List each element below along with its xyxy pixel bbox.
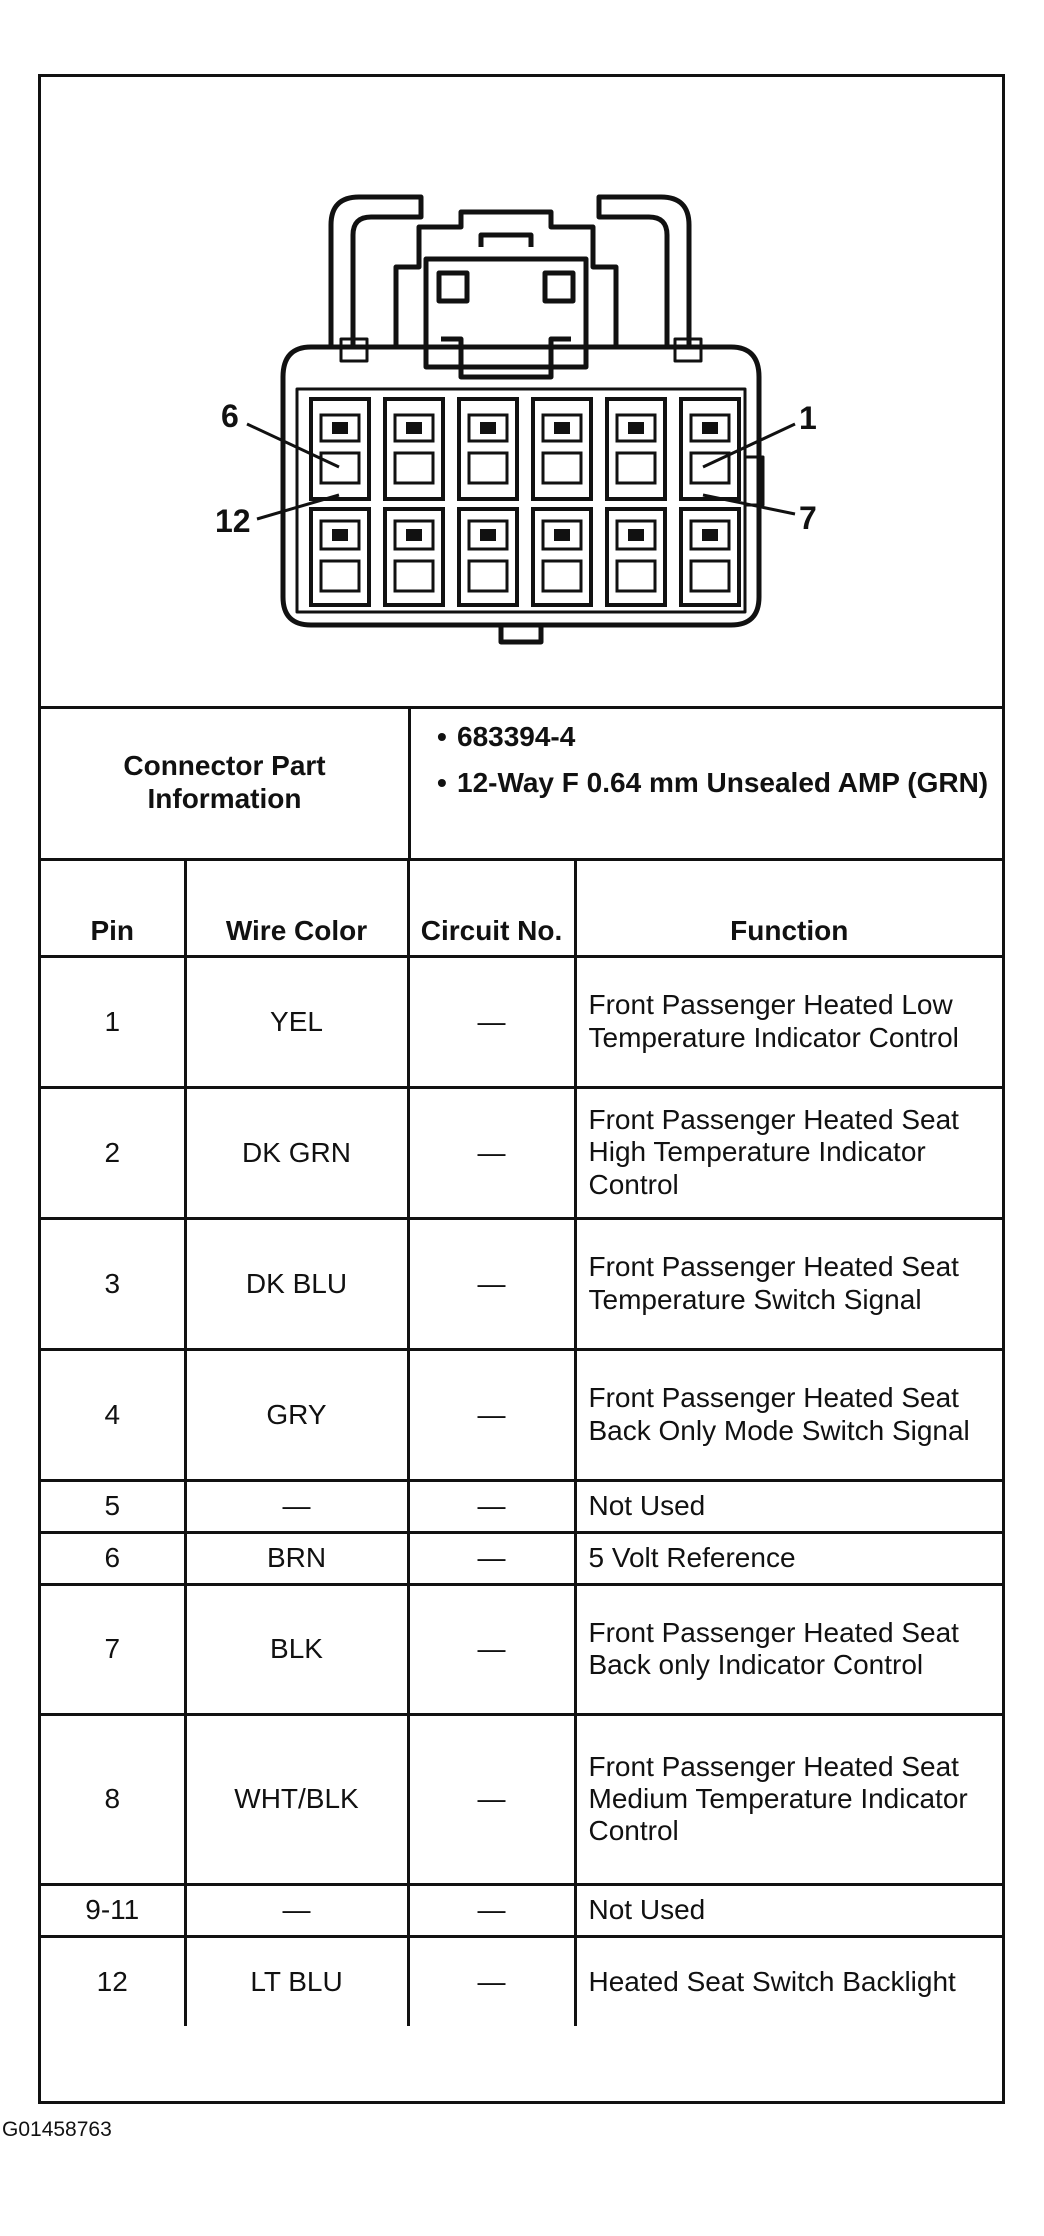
- wire-color-cell: LT BLU: [185, 1936, 408, 2026]
- function-cell: Front Passenger Heated Seat Medium Temperature Indicator Control: [575, 1714, 1002, 1884]
- wire-color-cell: BRN: [185, 1532, 408, 1584]
- circuit-cell: —: [408, 1584, 575, 1714]
- connector-diagram: [41, 77, 1002, 709]
- part-info-list: [411, 706, 1002, 858]
- header-pin: Pin: [41, 861, 185, 956]
- wire-color-cell: WHT/BLK: [185, 1714, 408, 1884]
- wire-color-cell: DK BLU: [185, 1218, 408, 1349]
- pin-cell: 3: [41, 1218, 185, 1349]
- pin-callout-12: 12: [215, 503, 251, 539]
- pin-cell: 4: [41, 1349, 185, 1480]
- function-cell: Not Used: [575, 1884, 1002, 1936]
- function-cell: Front Passenger Heated Seat Temperature Switch Signal: [575, 1218, 1002, 1349]
- pin-callout-6: 6: [221, 398, 239, 434]
- table-row: [41, 1936, 1002, 2026]
- pin-function-table: [41, 861, 1002, 2026]
- function-cell: Front Passenger Heated Seat High Temperature Indicator Control: [575, 1087, 1002, 1218]
- pin-cell: 9-11: [41, 1884, 185, 1936]
- circuit-cell: —: [408, 1218, 575, 1349]
- circuit-cell: —: [408, 1936, 575, 2026]
- function-cell: 5 Volt Reference: [575, 1532, 1002, 1584]
- wire-color-cell: DK GRN: [185, 1087, 408, 1218]
- bullet-icon: •: [437, 767, 447, 798]
- circuit-cell: —: [408, 1532, 575, 1584]
- part-info-label: [41, 706, 411, 858]
- header-function: Function: [575, 861, 1002, 956]
- pin-callout-1: 1: [799, 400, 817, 436]
- circuit-cell: —: [408, 1087, 575, 1218]
- figure-id: G01458763: [2, 2118, 112, 2141]
- pin-cell: 8: [41, 1714, 185, 1884]
- circuit-cell: —: [408, 1884, 575, 1936]
- pin-cell: 6: [41, 1532, 185, 1584]
- part-description: 12-Way F 0.64 mm Unsealed AMP (GRN): [457, 767, 989, 798]
- bullet-icon: •: [437, 721, 447, 752]
- pin-callout-7: 7: [799, 500, 817, 536]
- part-info-label-text: Connector Part Information: [123, 749, 326, 814]
- part-description-item: [437, 766, 997, 800]
- connector-sheet: [38, 74, 1005, 2104]
- circuit-cell: —: [408, 1714, 575, 1884]
- table-row: [41, 1714, 1002, 1884]
- pin-cell: 12: [41, 1936, 185, 2026]
- header-wire-color: Wire Color: [185, 861, 408, 956]
- table-row: [41, 1884, 1002, 1936]
- table-row: [41, 1087, 1002, 1218]
- circuit-cell: —: [408, 1349, 575, 1480]
- table-row: [41, 956, 1002, 1087]
- function-cell: Front Passenger Heated Seat Back only Indicator Control: [575, 1584, 1002, 1714]
- pin-cell: 7: [41, 1584, 185, 1714]
- table-row: [41, 1349, 1002, 1480]
- function-cell: Heated Seat Switch Backlight: [575, 1936, 1002, 2026]
- function-cell: Front Passenger Heated Seat Back Only Mode Switch Signal: [575, 1349, 1002, 1480]
- table-header-row: [41, 861, 1002, 956]
- pin-cell: 2: [41, 1087, 185, 1218]
- pin-cell: 5: [41, 1480, 185, 1532]
- part-number-item: [437, 720, 575, 754]
- circuit-cell: —: [408, 956, 575, 1087]
- wire-color-cell: YEL: [185, 956, 408, 1087]
- wire-color-cell: BLK: [185, 1584, 408, 1714]
- table-row: [41, 1218, 1002, 1349]
- part-number: 683394-4: [457, 721, 576, 752]
- wire-color-cell: —: [185, 1884, 408, 1936]
- function-cell: Not Used: [575, 1480, 1002, 1532]
- header-circuit-no: Circuit No.: [408, 861, 575, 956]
- function-cell: Front Passenger Heated Low Temperature Indicator Control: [575, 956, 1002, 1087]
- table-row: [41, 1584, 1002, 1714]
- pin-cell: 1: [41, 956, 185, 1087]
- wire-color-cell: GRY: [185, 1349, 408, 1480]
- connector-part-information: [41, 706, 1002, 861]
- table-row: [41, 1480, 1002, 1532]
- wire-color-cell: —: [185, 1480, 408, 1532]
- circuit-cell: —: [408, 1480, 575, 1532]
- connector-face-drawing: [41, 77, 1002, 706]
- table-row: [41, 1532, 1002, 1584]
